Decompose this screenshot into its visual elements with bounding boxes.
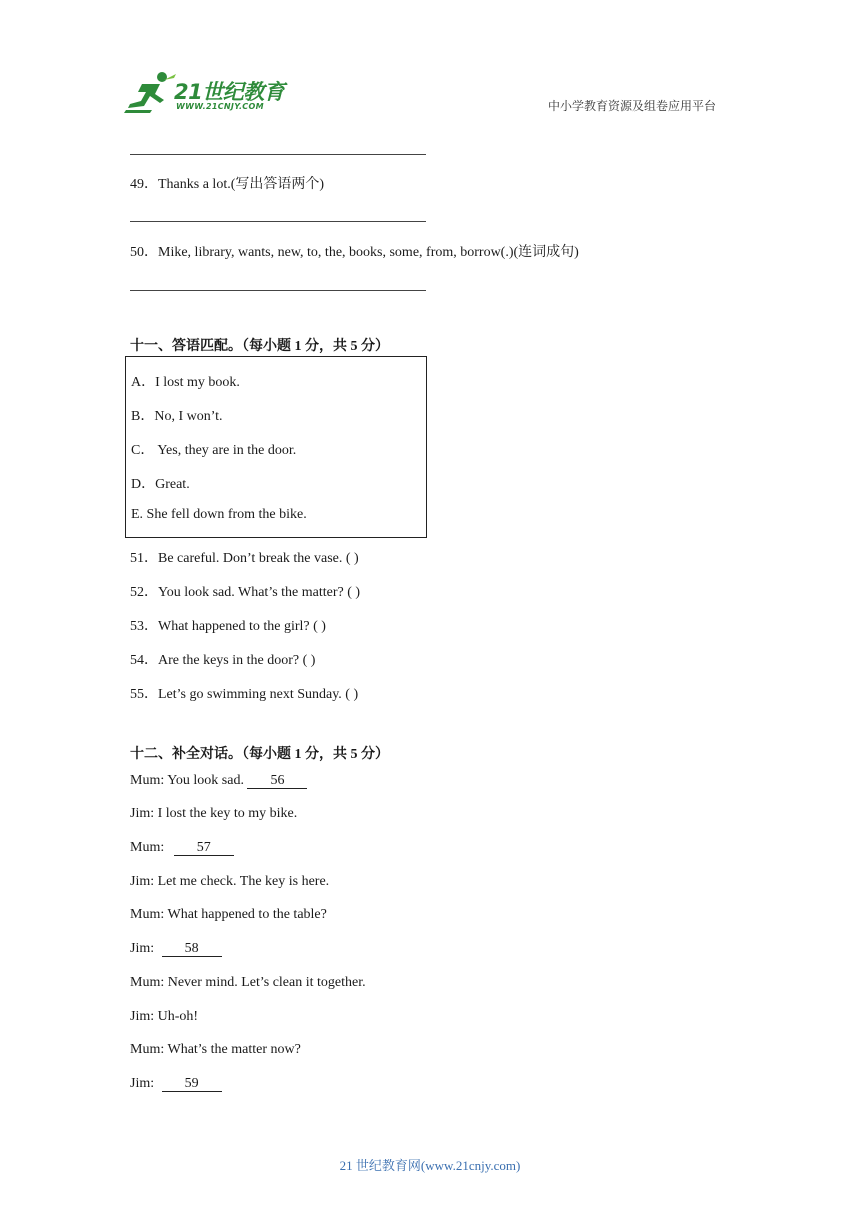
question-51: 51．Be careful. Don’t break the vase. ( ) xyxy=(130,551,359,566)
option-b: B．No, I won’t. xyxy=(131,409,223,424)
dialogue-line: Jim: Let me check. The key is here. xyxy=(130,874,330,889)
dialogue-line xyxy=(130,1076,222,1092)
dialogue-text: Jim: xyxy=(130,941,158,956)
runner-logo-icon xyxy=(122,70,178,116)
dialogue-line: Mum: What happened to the table? xyxy=(130,907,327,922)
option-a: A．I lost my book. xyxy=(131,375,240,390)
answer-line xyxy=(130,290,426,291)
question-52: 52．You look sad. What’s the matter? ( ) xyxy=(130,585,361,600)
dialogue-text: Mum: xyxy=(130,840,168,855)
dialogue-line: Mum: What’s the matter now? xyxy=(130,1042,301,1057)
dialogue-line xyxy=(130,840,234,856)
answer-line xyxy=(130,154,426,155)
dialogue-text: Jim: xyxy=(130,1076,158,1091)
dialogue-line: Jim: Uh-oh! xyxy=(130,1009,199,1024)
dialogue-text: Mum: You look sad. xyxy=(130,773,248,788)
question-54: 54．Are the keys in the door? ( ) xyxy=(130,653,316,668)
question-55: 55．Let’s go swimming next Sunday. ( ) xyxy=(130,687,359,702)
dialogue-line: Jim: I lost the key to my bike. xyxy=(130,806,298,821)
section-11-title: 十一、答语匹配。（每小题 1 分，共 5 分） xyxy=(130,339,389,354)
section-12-title: 十二、补全对话。（每小题 1 分，共 5 分） xyxy=(130,747,389,762)
footer-link[interactable]: 21 世纪教育网(www.21cnjy.com) xyxy=(339,1158,521,1173)
logo-text: 21世纪教育 xyxy=(174,80,285,104)
answer-line xyxy=(130,221,426,222)
question-50: 50．Mike, library, wants, new, to, the, books, some, from, borrow(.)(连词成句) xyxy=(130,245,579,260)
option-c: C． Yes, they are in the door. xyxy=(131,443,297,458)
option-d: D．Great. xyxy=(131,477,190,492)
dialogue-line: Mum: Never mind. Let’s clean it together. xyxy=(130,975,366,990)
question-53: 53．What happened to the girl? ( ) xyxy=(130,619,326,634)
option-e: E. She fell down from the bike. xyxy=(131,507,307,522)
logo-subtext: WWW.21CNJY.COM xyxy=(176,102,264,111)
blank-58[interactable]: 58 xyxy=(162,942,222,957)
dialogue-line xyxy=(130,773,307,789)
platform-title: 中小学教育资源及组卷应用平台 xyxy=(548,99,717,113)
question-49: 49．Thanks a lot.(写出答语两个) xyxy=(130,177,325,192)
dialogue-line xyxy=(130,941,222,957)
blank-57[interactable]: 57 xyxy=(174,841,234,856)
site-logo xyxy=(122,70,292,116)
blank-56[interactable]: 56 xyxy=(247,774,307,789)
blank-59[interactable]: 59 xyxy=(162,1077,222,1092)
